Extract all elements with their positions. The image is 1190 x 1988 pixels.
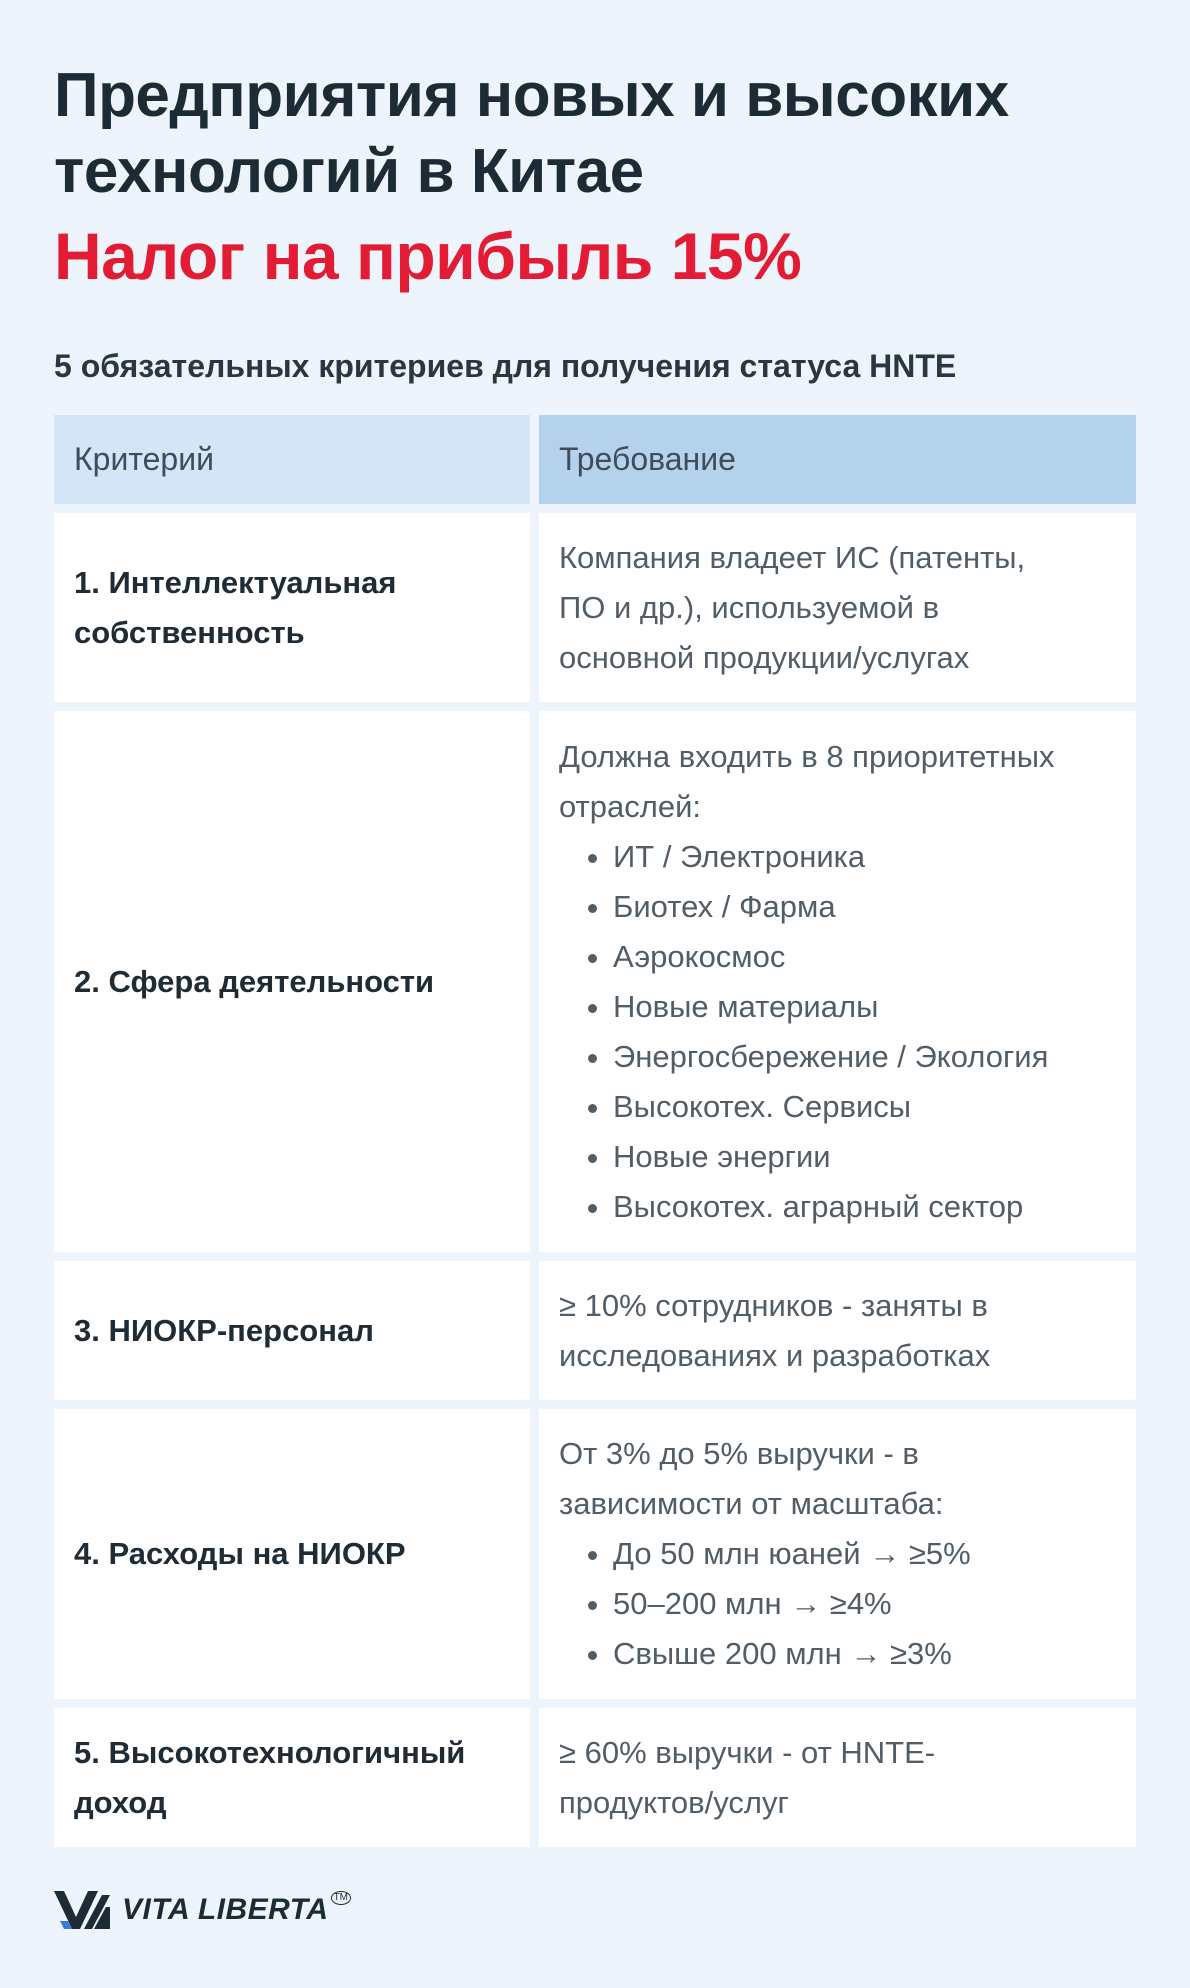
page-title (54, 58, 1134, 210)
brand-name: VITA LIBERTA (122, 1893, 329, 1926)
table-row (54, 1261, 1136, 1400)
criterion-label: 4. Расходы на НИОКР (74, 1536, 406, 1571)
table-row (54, 1409, 1136, 1699)
criterion-cell (54, 1261, 530, 1400)
requirement-line: ПО и др.), используемой в (559, 589, 940, 625)
criterion-line: 1. Интеллектуальная (74, 564, 397, 600)
criterion-cell (54, 1708, 530, 1847)
list-item: • Высокотех. аграрный сектор (613, 1182, 1048, 1232)
requirement-cell (539, 1708, 1136, 1847)
table-row (54, 513, 1136, 702)
list-item: • Высокотех. Сервисы (613, 1082, 1048, 1132)
table-header-row (54, 415, 1136, 504)
criterion-cell (54, 1409, 530, 1699)
criterion-label (74, 1728, 465, 1828)
title-line-1: Предприятия новых и высоких (54, 61, 1009, 130)
list-item: • Свыше 200 млн → ≥3% (613, 1629, 971, 1679)
requirement-line: Компания владеет ИС (патенты, (559, 539, 1026, 575)
table-row (54, 1708, 1136, 1847)
requirement-cell (539, 513, 1136, 702)
tax-rate-headline: Налог на прибыль 15% (54, 219, 802, 293)
criterion-label: 3. НИОКР-персонал (74, 1312, 374, 1348)
requirement-cell (539, 1261, 1136, 1400)
requirement-line: основной продукции/услугах (559, 639, 970, 675)
criteria-table (54, 415, 1136, 1856)
requirement-line: От 3% до 5% выручки - в (559, 1436, 919, 1471)
title-block (54, 58, 1134, 296)
requirement-line: продуктов/услуг (559, 1784, 789, 1820)
title-line-2: технологий в Китае (54, 137, 644, 206)
criterion-cell (54, 711, 530, 1252)
trademark-mark: TM (331, 1891, 351, 1905)
criterion-line: доход (74, 1784, 167, 1820)
list-item: • ИТ / Электроника (613, 832, 1048, 882)
list-item: • Аэрокосмос (613, 932, 1048, 982)
criterion-label (74, 558, 396, 658)
requirement-line: Должна входить в 8 приоритетных (559, 738, 1055, 774)
column-header-criterion: Критерий (54, 415, 530, 504)
list-item: • 50–200 млн → ≥4% (613, 1579, 971, 1629)
list-item: • Новые материалы (613, 982, 1048, 1032)
list-item: • Биотех / Фарма (613, 882, 1048, 932)
list-item: • До 50 млн юаней → ≥5% (613, 1529, 971, 1579)
requirement-line: отраслей: (559, 788, 701, 824)
brand-logo (54, 1891, 351, 1929)
criterion-line: 5. Высокотехнологичный (74, 1734, 466, 1770)
requirement-cell (539, 1409, 1136, 1699)
column-header-requirement: Требование (539, 415, 1136, 504)
criteria-subtitle: 5 обязательных критериев для получения статуса HNTE (54, 348, 957, 384)
criterion-label: 2. Сфера деятельности (74, 963, 435, 999)
list-item: • Новые энергии (613, 1132, 1048, 1182)
requirement-line: исследованиях и разработках (559, 1337, 991, 1373)
criterion-cell (54, 513, 530, 702)
requirement-line: ≥ 10% сотрудников - заняты в (559, 1287, 988, 1323)
requirement-line: ≥ 60% выручки - от HNTE- (559, 1734, 936, 1770)
requirement-line: зависимости от масштаба: (559, 1486, 944, 1521)
rd-expense-list (559, 1529, 971, 1679)
industry-list (559, 832, 1048, 1232)
criterion-line: собственность (74, 614, 305, 650)
list-item: • Энергосбережение / Экология (613, 1032, 1048, 1082)
vita-liberta-logo-icon (54, 1891, 110, 1929)
table-row (54, 711, 1136, 1252)
requirement-cell (539, 711, 1136, 1252)
